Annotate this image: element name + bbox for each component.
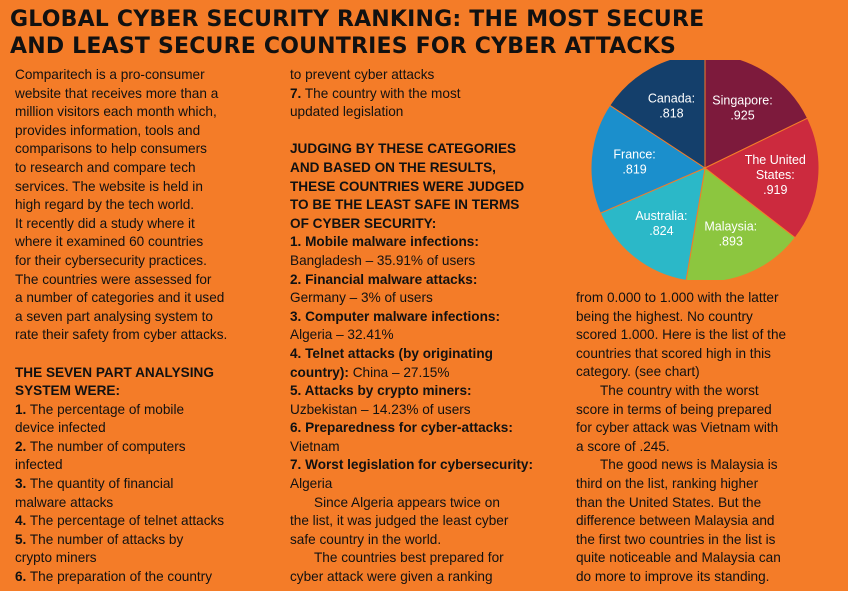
item-text: device infected	[15, 420, 106, 436]
section-heading: JUDGING BY THESE CATEGORIES	[290, 141, 517, 157]
text-line: do more to improve its standing.	[576, 568, 770, 584]
slice-label: Malaysia: .893	[704, 219, 758, 249]
result-value: China – 27.15%	[352, 364, 450, 380]
item-number: 3.	[15, 476, 27, 492]
slice-label: Australia: .824	[635, 209, 688, 239]
result-label: 5. Attacks by crypto miners:	[290, 383, 472, 399]
item-text: The number of computers	[29, 438, 186, 454]
section-heading: SYSTEM WERE:	[15, 383, 120, 399]
item-text: malware attacks	[15, 494, 114, 510]
list-item	[15, 531, 273, 568]
item-text: updated legislation	[290, 104, 404, 120]
result-label: country):	[290, 364, 349, 380]
item-number: 6.	[15, 569, 27, 585]
list-item	[15, 568, 273, 587]
text-line: from 0.000 to 1.000 with the latter	[576, 290, 779, 305]
result-label: 2. Financial malware attacks:	[290, 271, 478, 287]
page-title	[10, 6, 770, 60]
result-label: 6. Preparedness for cyber-attacks:	[290, 420, 513, 436]
intro-paragraph	[15, 66, 273, 345]
text-line: The country with the worst	[600, 382, 759, 398]
item-text: The preparation of the country	[29, 569, 212, 585]
slice-label: France: .819	[613, 147, 656, 177]
text-line: rate their safety from cyber attacks.	[15, 327, 228, 343]
result-label: 1. Mobile malware infections:	[290, 234, 479, 250]
item-text: The country with the most	[304, 85, 461, 101]
result-value: Vietnam	[290, 438, 340, 454]
text-line: provides information, tools and	[15, 122, 201, 138]
result-value: Germany – 3% of users	[290, 290, 433, 306]
text-line: It recently did a study where it	[15, 215, 195, 231]
item-number: 5.	[15, 531, 27, 547]
text-line: third on the list, ranking higher	[576, 475, 759, 491]
item-text: infected	[15, 457, 63, 473]
column-3	[576, 289, 838, 587]
text-line: the list, it was judged the least cyber	[290, 513, 509, 529]
section-heading: THESE COUNTRIES WERE JUDGED	[290, 178, 525, 194]
result-value: Uzbekistan – 14.23% of users	[290, 401, 471, 417]
text-line: services. The website is held in	[15, 178, 203, 194]
text-line: a number of categories and it used	[15, 290, 225, 306]
text-line: score in terms of being prepared	[576, 401, 772, 417]
item-text: The percentage of mobile	[29, 401, 185, 417]
text-line: scored 1.000. Here is the list of the	[576, 327, 787, 343]
item-text: The quantity of financial	[29, 476, 174, 492]
result-label: 7. Worst legislation for cybersecurity:	[290, 457, 533, 473]
text-line: being the highest. No country	[576, 308, 753, 324]
slice-label: The United States: .919	[744, 153, 806, 198]
text-line: cyber attack were given a ranking	[290, 569, 493, 585]
item-number: 7.	[290, 85, 302, 101]
item-number: 4.	[15, 513, 27, 529]
text-line: The countries best prepared for	[314, 550, 504, 566]
text-line: a seven part analysing system to	[15, 308, 213, 324]
text-line: safe country in the world.	[290, 531, 442, 547]
text-line: quite noticeable and Malaysia can	[576, 550, 781, 566]
text-line: Since Algeria appears twice on	[314, 494, 500, 510]
text-line: comparisons to help consumers	[15, 141, 207, 157]
column-1	[15, 66, 273, 587]
text-line: million visitors each month which,	[15, 104, 217, 120]
text-line: The countries were assessed for	[15, 271, 212, 287]
pie-chart	[588, 60, 828, 280]
text-line: countries that scored high in this	[576, 345, 771, 361]
text-line: website that receives more than a	[15, 85, 219, 101]
result-label: 4. Telnet attacks (by originating	[290, 345, 493, 361]
text-line: the first two countries in the list is	[576, 531, 776, 547]
result-value: Bangladesh – 35.91% of users	[290, 252, 476, 268]
item-text: The percentage of telnet attacks	[29, 513, 225, 529]
slice-label: Canada: .818	[647, 91, 696, 121]
text-line: for their cybersecurity practices.	[15, 252, 207, 268]
text-line: The good news is Malaysia is	[600, 457, 778, 473]
list-item	[15, 512, 273, 531]
text-line: for cyber attack was Vietnam with	[576, 420, 779, 436]
item-number: 2.	[15, 438, 27, 454]
text-line: where it examined 60 countries	[15, 234, 204, 250]
text-line: category. (see chart)	[576, 364, 700, 380]
section-heading: TO BE THE LEAST SAFE IN TERMS	[290, 197, 520, 213]
slice-label: Singapore: .925	[712, 93, 773, 123]
list-item	[15, 401, 273, 438]
list-item	[290, 85, 552, 122]
item-text: crypto miners	[15, 550, 97, 566]
result-label: 3. Computer malware infections:	[290, 308, 500, 324]
item-text: The number of attacks by	[29, 531, 184, 547]
text-line: to research and compare tech	[15, 159, 196, 175]
result-value: Algeria – 32.41%	[290, 327, 394, 343]
list-item	[15, 438, 273, 475]
text-line: to prevent cyber attacks	[290, 67, 435, 82]
item-number: 1.	[15, 401, 27, 417]
text-line: a score of .245.	[576, 438, 670, 454]
list-item	[15, 475, 273, 512]
text-line: than the United States. But the	[576, 494, 762, 510]
text-line: high regard by the tech world.	[15, 197, 195, 213]
text-line: Comparitech is a pro-consumer	[15, 67, 205, 82]
section-heading: OF CYBER SECURITY:	[290, 215, 437, 231]
section-heading: AND BASED ON THE RESULTS,	[290, 159, 496, 175]
title-line-1: GLOBAL CYBER SECURITY RANKING: THE MOST SECURE	[10, 7, 705, 32]
text-line: difference between Malaysia and	[576, 513, 775, 529]
title-line-2: AND LEAST SECURE COUNTRIES FOR CYBER ATTACKS	[10, 34, 677, 59]
section-heading: THE SEVEN PART ANALYSING	[15, 364, 214, 380]
column-2	[290, 66, 552, 587]
result-value: Algeria	[290, 476, 333, 492]
